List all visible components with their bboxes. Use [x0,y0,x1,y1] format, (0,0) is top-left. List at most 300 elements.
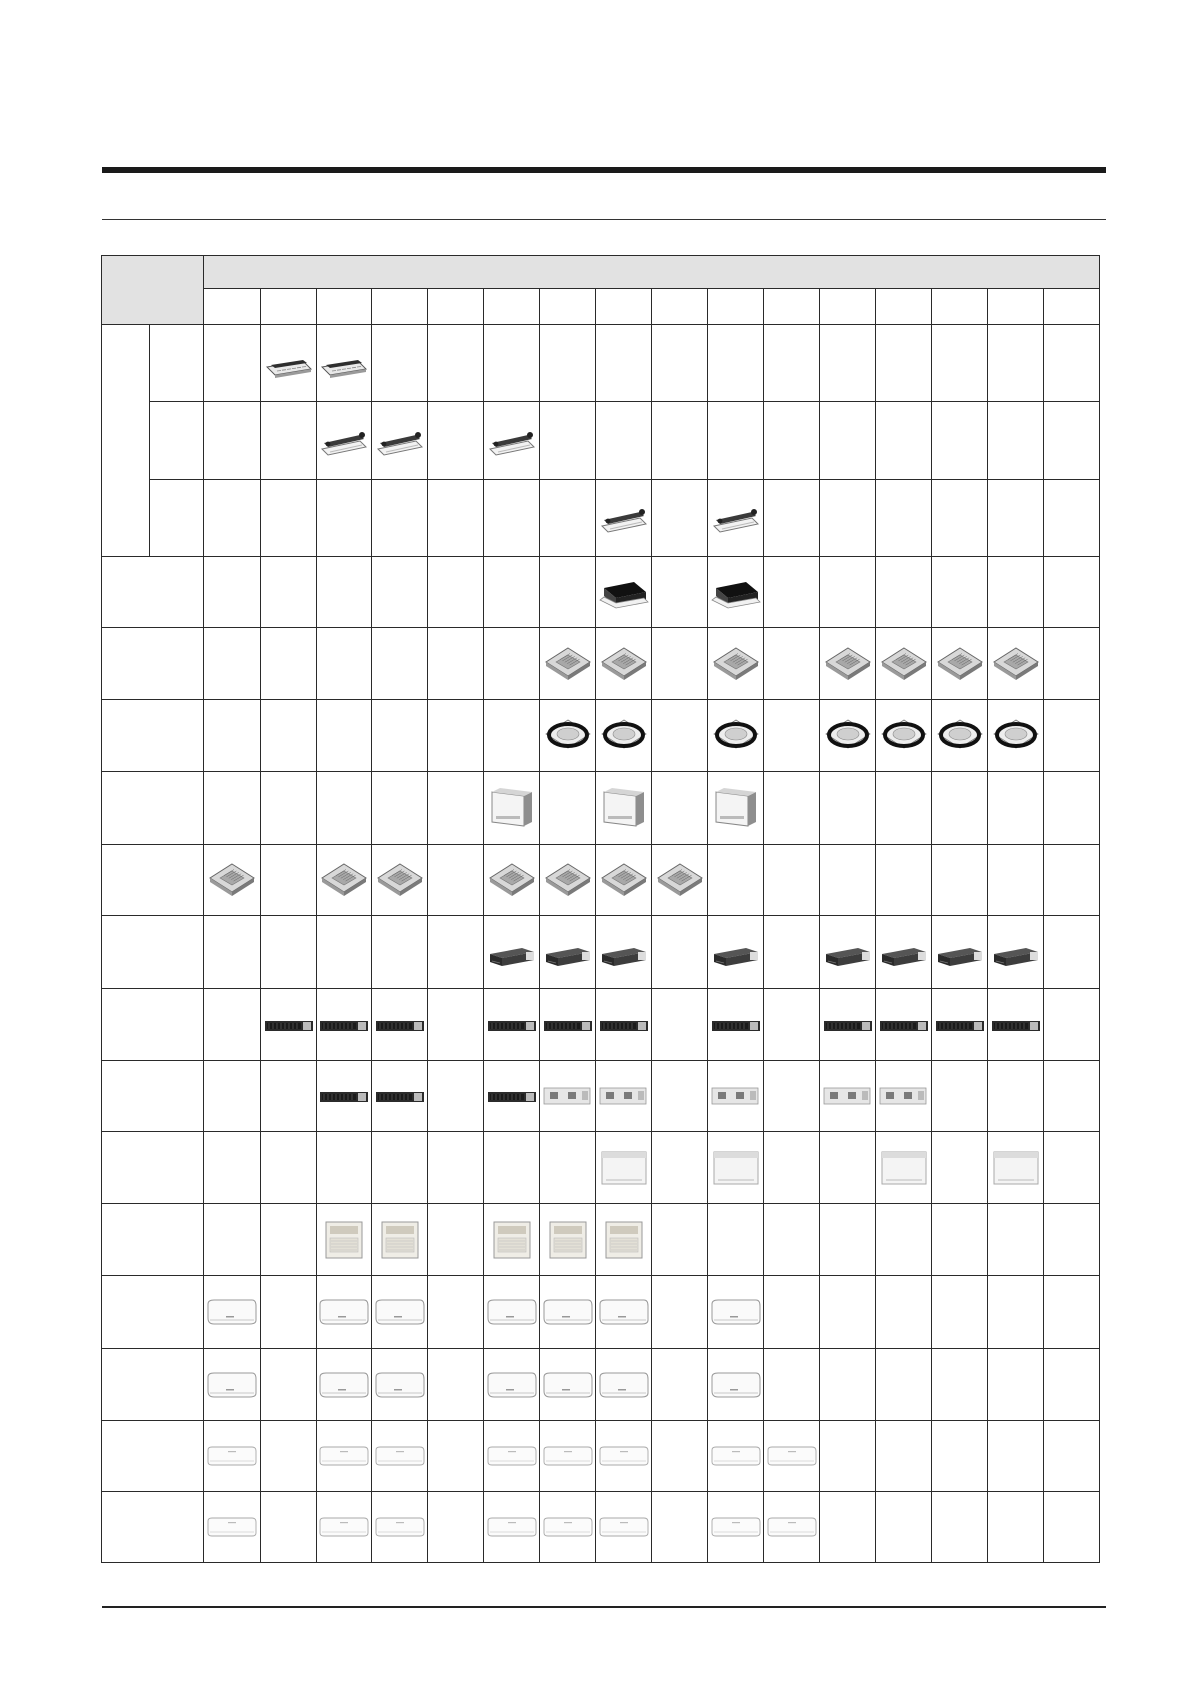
duct-msp-icon [708,930,763,974]
model-row-duct-hsp [102,1061,1100,1132]
cassette-1way-b-icon [484,419,539,463]
table-cell [820,1204,876,1276]
table-cell [988,1204,1044,1276]
wall-icon [540,1290,595,1334]
table-cell [204,1132,261,1204]
model-row-4way [102,628,1100,700]
table-cell [372,1276,428,1349]
table-cell [652,1349,708,1421]
header-rule-thin [102,219,1106,220]
duct-slim-icon [932,1003,987,1047]
table-cell [372,1421,428,1492]
table-cell [372,402,428,480]
wall-icon [484,1290,539,1334]
table-cell [652,845,708,916]
wall-slim-icon [204,1434,260,1478]
table-cell [764,1421,820,1492]
table-cell [764,1276,820,1349]
duct-slim-icon [372,1074,427,1118]
model-row-1way-a [102,325,1100,402]
table-cell [317,402,372,480]
table-cell [764,1349,820,1421]
table-cell [764,557,820,628]
table-cell [876,845,932,916]
table-cell [1044,1204,1100,1276]
wall-slim-icon [317,1434,371,1478]
table-cell [484,480,540,557]
capacity-subheader-row [102,289,1100,325]
cassette-4way-icon [204,858,260,902]
wall-slim-icon [708,1505,763,1549]
table-cell [876,1132,932,1204]
table-cell [1044,989,1100,1061]
cassette-1way-b-icon [372,419,427,463]
capacity-column-header [540,289,596,325]
cassette-4way-icon [708,642,763,686]
wall-icon [317,1290,371,1334]
row-label-cell [102,1204,204,1276]
table-cell [484,1276,540,1349]
duct-slim-icon [317,1003,371,1047]
table-cell [820,772,876,845]
wall-slim-icon [484,1434,539,1478]
table-cell [204,628,261,700]
cassette-360-icon [988,714,1043,758]
duct-slim-icon [540,1003,595,1047]
table-cell [204,1061,261,1132]
duct-hsp-icon [708,1074,763,1118]
table-cell [317,845,372,916]
table-cell [988,628,1044,700]
capacity-column-header [876,289,932,325]
table-cell [372,1061,428,1132]
table-cell [988,325,1044,402]
model-row-wall-d [102,1492,1100,1563]
table-cell [428,1061,484,1132]
cassette-4way-icon [876,642,931,686]
floor-icon [484,1218,539,1262]
table-cell [876,628,932,700]
wall-slim-icon [484,1505,539,1549]
model-row-duct-msp [102,916,1100,989]
wall-icon [372,1290,427,1334]
cassette-2way-icon [708,570,763,614]
table-cell [261,1276,317,1349]
row-label-cell [102,628,204,700]
table-cell [932,325,988,402]
table-cell [428,480,484,557]
table-cell [596,916,652,989]
table-cell [652,1492,708,1563]
duct-slim-icon [372,1003,427,1047]
table-cell [652,402,708,480]
cassette-4way-icon [372,858,427,902]
table-cell [596,700,652,772]
table-cell [708,1061,764,1132]
cassette-1way-a-icon [317,341,371,385]
table-cell [876,402,932,480]
row-label-cell [102,1132,204,1204]
table-cell [540,845,596,916]
wall-icon [484,1363,539,1407]
table-cell [652,325,708,402]
table-cell [596,1349,652,1421]
cassette-360-icon [932,714,987,758]
table-cell [988,480,1044,557]
table-cell [1044,1132,1100,1204]
model-row-console-tall [102,772,1100,845]
table-cell [261,1349,317,1421]
table-cell [204,772,261,845]
table-cell [540,772,596,845]
table-cell [596,1421,652,1492]
table-cell [708,402,764,480]
table-cell [652,1421,708,1492]
table-cell [596,1132,652,1204]
table-cell [317,772,372,845]
table-cell [428,916,484,989]
table-cell [652,700,708,772]
table-cell [652,1061,708,1132]
model-row-floor [102,1204,1100,1276]
table-cell [652,916,708,989]
table-cell [820,402,876,480]
row-label-cell [102,1276,204,1349]
table-cell [540,1492,596,1563]
table-cell [484,1132,540,1204]
table-cell [708,325,764,402]
table-cell [820,1421,876,1492]
table-cell [1044,1276,1100,1349]
table-cell [317,1061,372,1132]
row-label-cell [102,1061,204,1132]
table-cell [932,1349,988,1421]
ceiling-icon [876,1146,931,1190]
model-row-ceiling [102,1132,1100,1204]
table-cell [596,325,652,402]
table-cell [1044,402,1100,480]
product-lineup-table [101,255,1100,1563]
table-cell [596,402,652,480]
table-cell [540,1421,596,1492]
table-cell [596,1061,652,1132]
table-cell [596,1204,652,1276]
table-cell [540,1061,596,1132]
ceiling-icon [988,1146,1043,1190]
table-cell [372,1204,428,1276]
cassette-4way-icon [652,858,707,902]
table-cell [988,700,1044,772]
capacity-column-header [204,289,261,325]
table-cell [764,1204,820,1276]
wall-slim-icon [372,1434,427,1478]
wall-icon [708,1290,763,1334]
table-cell [1044,1349,1100,1421]
cassette-360-icon [876,714,931,758]
table-cell [876,1349,932,1421]
duct-msp-icon [876,930,931,974]
table-cell [652,1132,708,1204]
table-cell [708,628,764,700]
table-cell [261,989,317,1061]
table-cell [428,402,484,480]
duct-msp-icon [820,930,875,974]
table-cell [764,700,820,772]
table-cell [932,1204,988,1276]
row-label-cell [102,916,204,989]
table-cell [540,1204,596,1276]
capacity-column-header [1044,289,1100,325]
table-cell [484,1421,540,1492]
table-cell [988,1061,1044,1132]
table-cell [540,700,596,772]
duct-slim-icon [484,1074,539,1118]
table-cell [764,1061,820,1132]
cassette-360-icon [540,714,595,758]
cassette-360-icon [820,714,875,758]
table-cell [204,325,261,402]
table-cell [317,916,372,989]
table-cell [372,989,428,1061]
table-cell [261,1492,317,1563]
row-label-cell [102,772,204,845]
table-cell [1044,325,1100,402]
capacity-column-header [820,289,876,325]
table-cell [372,325,428,402]
table-cell [261,845,317,916]
table-cell [652,1204,708,1276]
table-cell [372,1349,428,1421]
duct-slim-icon [261,1003,316,1047]
capacity-column-header [708,289,764,325]
table-cell [261,916,317,989]
table-cell [261,1204,317,1276]
floor-icon [540,1218,595,1262]
table-cell [1044,1061,1100,1132]
model-row-2way [102,557,1100,628]
table-cell [540,325,596,402]
table-cell [428,628,484,700]
capacity-column-header [596,289,652,325]
duct-slim-icon [988,1003,1043,1047]
table-cell [428,1421,484,1492]
table-cell [428,1132,484,1204]
table-cell [932,402,988,480]
duct-msp-icon [484,930,539,974]
table-cell [764,628,820,700]
table-cell [1044,1492,1100,1563]
wall-icon [204,1290,260,1334]
floor-icon [596,1218,651,1262]
table-cell [932,1492,988,1563]
table-cell [708,1349,764,1421]
table-cell [372,772,428,845]
table-cell [372,1492,428,1563]
table-cell [428,1276,484,1349]
table-cell [820,1349,876,1421]
console-tall-icon [484,786,539,830]
table-cell [876,700,932,772]
table-cell [484,916,540,989]
corner-header-cell [102,256,204,325]
table-cell [988,1276,1044,1349]
console-tall-icon [596,786,651,830]
table-cell [317,989,372,1061]
table-cell [988,916,1044,989]
table-cell [708,480,764,557]
table-cell [764,1132,820,1204]
capacity-column-header [988,289,1044,325]
table-cell [428,557,484,628]
table-cell [820,1132,876,1204]
cassette-1way-b-icon [317,419,371,463]
table-cell [708,1132,764,1204]
table-cell [484,772,540,845]
table-cell [428,700,484,772]
table-cell [1044,916,1100,989]
console-tall-icon [708,786,763,830]
table-cell [708,845,764,916]
table-cell [317,557,372,628]
table-cell [764,1492,820,1563]
table-cell [1044,1421,1100,1492]
table-cell [596,845,652,916]
table-cell [261,557,317,628]
table-cell [764,989,820,1061]
table-cell [932,845,988,916]
row-label-cell [102,989,204,1061]
table-cell [932,628,988,700]
table-cell [988,557,1044,628]
cassette-1way-b-icon [708,496,763,540]
table-cell [764,772,820,845]
cassette-1way-a-icon [261,341,316,385]
table-cell [876,1204,932,1276]
table-cell [372,480,428,557]
table-cell [428,1492,484,1563]
table-cell [1044,845,1100,916]
duct-hsp-icon [596,1074,651,1118]
wall-slim-icon [708,1434,763,1478]
capacity-column-header [261,289,317,325]
model-row-wall-c [102,1421,1100,1492]
table-cell [372,916,428,989]
table-cell [261,1132,317,1204]
table-cell [1044,628,1100,700]
table-cell [540,628,596,700]
model-row-mini-4way [102,845,1100,916]
table-cell [988,772,1044,845]
table-cell [932,557,988,628]
capacity-column-header [372,289,428,325]
table-cell [932,1132,988,1204]
table-cell [540,402,596,480]
table-cell [484,1061,540,1132]
cassette-360-icon [708,714,763,758]
table-cell [764,325,820,402]
table-cell [708,989,764,1061]
table-cell [988,402,1044,480]
table-cell [204,480,261,557]
table-cell [708,700,764,772]
row-label-cell [102,700,204,772]
table-cell [876,916,932,989]
cassette-4way-icon [317,858,371,902]
sub-label-cell [150,402,204,480]
wall-slim-icon [764,1434,819,1478]
table-cell [204,557,261,628]
duct-slim-icon [596,1003,651,1047]
row-label-cell [102,1421,204,1492]
capacity-column-header [317,289,372,325]
table-cell [652,1276,708,1349]
cassette-4way-icon [596,642,651,686]
table-cell [261,325,317,402]
duct-msp-icon [540,930,595,974]
table-cell [820,845,876,916]
model-row-1way-b [102,402,1100,480]
table-cell [932,700,988,772]
table-cell [596,557,652,628]
table-cell [764,916,820,989]
floor-icon [317,1218,371,1262]
wall-icon [540,1363,595,1407]
table-cell [820,325,876,402]
table-cell [708,1492,764,1563]
table-cell [317,1349,372,1421]
table-cell [204,1204,261,1276]
table-cell [988,989,1044,1061]
table-cell [876,480,932,557]
table-cell [820,1492,876,1563]
table-cell [484,1204,540,1276]
model-row-wall-a [102,1276,1100,1349]
wall-slim-icon [317,1505,371,1549]
model-row-duct-slim [102,989,1100,1061]
capacity-column-header [484,289,540,325]
table-cell [484,989,540,1061]
table-cell [484,325,540,402]
group-label-cell [102,325,150,557]
table-cell [596,989,652,1061]
table-cell [596,480,652,557]
cassette-2way-icon [596,570,651,614]
table-cell [876,325,932,402]
table-cell [820,628,876,700]
table-cell [988,1492,1044,1563]
wall-icon [372,1363,427,1407]
cassette-4way-icon [820,642,875,686]
duct-slim-icon [820,1003,875,1047]
table-cell [484,1349,540,1421]
table-cell [820,480,876,557]
row-label-cell [102,845,204,916]
duct-slim-icon [484,1003,539,1047]
table-cell [1044,700,1100,772]
table-cell [988,1349,1044,1421]
table-cell [204,700,261,772]
cassette-4way-icon [484,858,539,902]
table-cell [540,1276,596,1349]
duct-hsp-icon [820,1074,875,1118]
table-cell [596,628,652,700]
wall-slim-icon [372,1505,427,1549]
table-cell [484,700,540,772]
model-row-wall-b [102,1349,1100,1421]
table-cell [596,1276,652,1349]
table-cell [261,1421,317,1492]
table-cell [261,480,317,557]
